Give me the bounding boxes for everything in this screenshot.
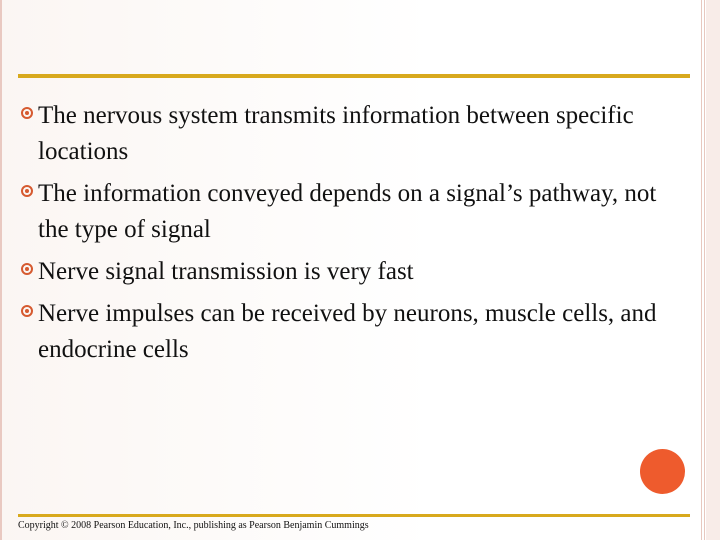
bullet-item [18,254,668,290]
bullet-list [18,98,668,374]
bullet-text: Nerve signal transmission is very fast [38,258,414,285]
bullet-text: The nervous system transmits information between specific locations [38,102,634,165]
left-border-decoration [0,0,2,540]
ring-dot-bullet-icon [20,304,34,318]
ring-dot-bullet-icon [20,262,34,276]
right-frame-line [701,0,702,540]
bullet-item [18,176,668,248]
copyright-text: Copyright © 2008 Pearson Education, Inc., publishing as Pearson Benjamin Cummings [18,520,369,531]
bullet-text: The information conveyed depends on a signal’s pathway, not the type of signal [38,180,657,243]
bullet-text: Nerve impulses can be received by neurons, muscle cells, and endocrine cells [38,300,657,363]
bottom-accent-rule [18,514,690,517]
accent-circle-decoration [640,449,685,494]
right-frame-line-inner [704,0,705,540]
right-edge-decoration [706,0,720,540]
ring-dot-bullet-icon [20,106,34,120]
ring-dot-bullet-icon [20,184,34,198]
bullet-item [18,98,668,170]
top-accent-rule [18,74,690,78]
bullet-item [18,296,668,368]
